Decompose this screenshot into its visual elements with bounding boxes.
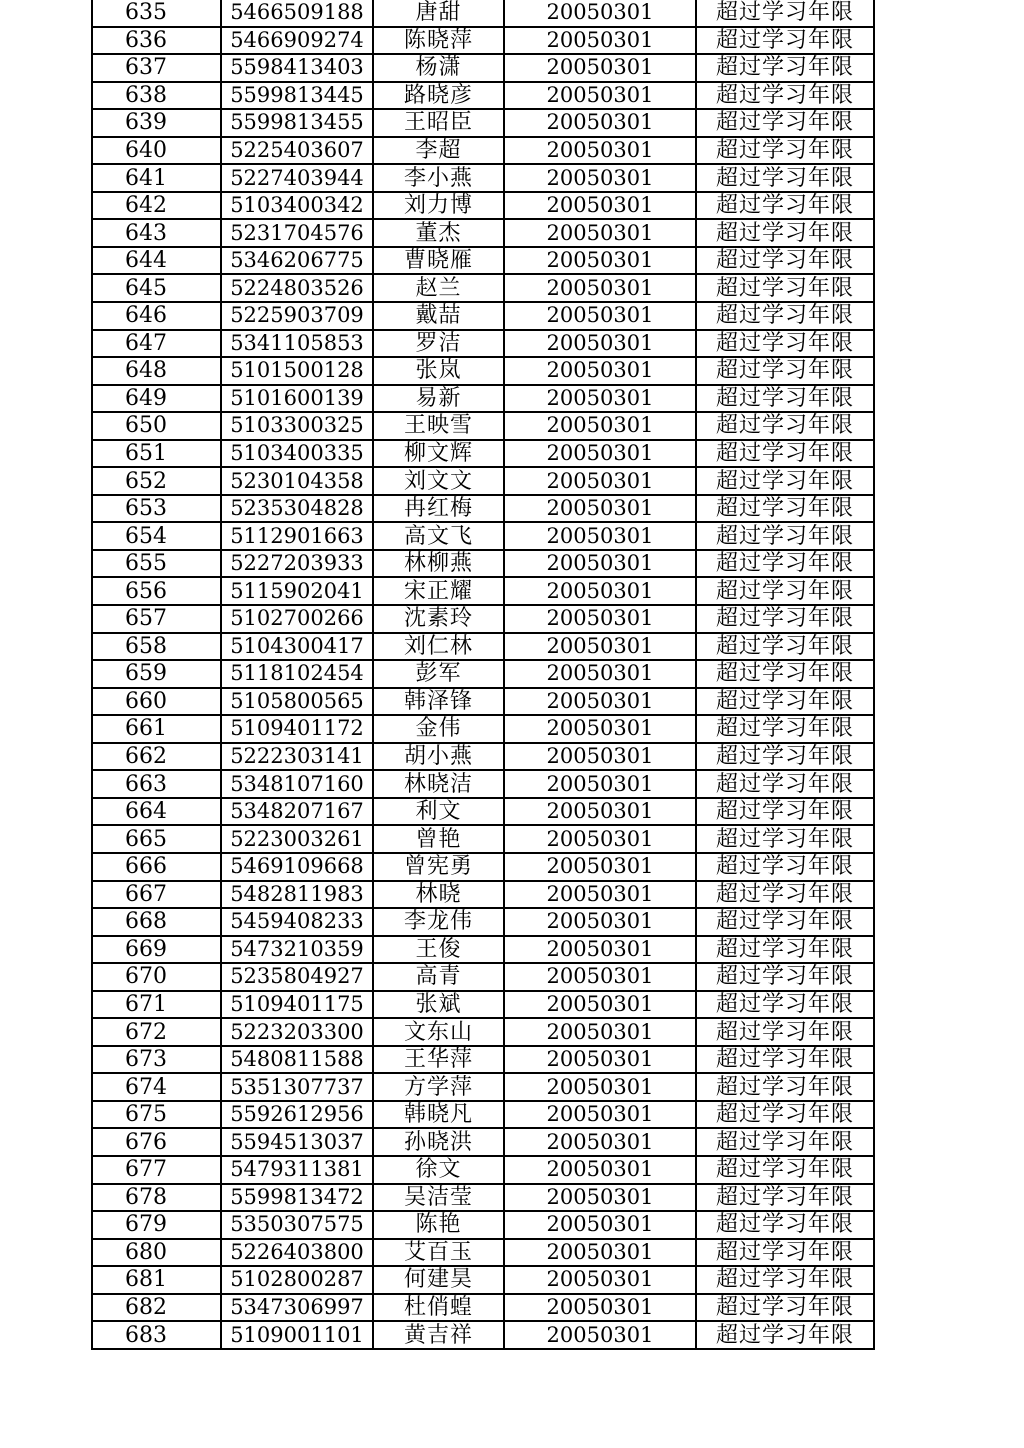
row-number-cell: 665 — [92, 825, 221, 853]
student-id-cell: 5105800565 — [221, 688, 373, 716]
table-row — [92, 412, 874, 440]
row-number-cell: 673 — [92, 1046, 221, 1074]
date-cell: 20050301 — [504, 660, 696, 688]
student-name-cell: 柳文辉 — [373, 440, 504, 468]
student-id-cell: 5599813455 — [221, 109, 373, 137]
row-number-cell: 677 — [92, 1156, 221, 1184]
student-name-cell: 董杰 — [373, 219, 504, 247]
date-cell: 20050301 — [504, 605, 696, 633]
student-name-cell: 赵兰 — [373, 274, 504, 302]
row-number-cell: 661 — [92, 715, 221, 743]
student-name-cell: 王映雪 — [373, 412, 504, 440]
table-row — [92, 54, 874, 82]
student-name-cell: 徐文 — [373, 1156, 504, 1184]
reason-cell: 超过学习年限 — [696, 330, 874, 358]
table-row — [92, 1073, 874, 1101]
reason-cell: 超过学习年限 — [696, 1184, 874, 1212]
row-number-cell: 664 — [92, 798, 221, 826]
student-id-cell: 5103400342 — [221, 192, 373, 220]
student-id-cell: 5351307737 — [221, 1073, 373, 1101]
table-row — [92, 1321, 874, 1349]
student-id-cell: 5346206775 — [221, 247, 373, 275]
table-row — [92, 1239, 874, 1267]
reason-cell: 超过学习年限 — [696, 495, 874, 523]
student-name-cell: 李龙伟 — [373, 908, 504, 936]
reason-cell: 超过学习年限 — [696, 137, 874, 165]
student-id-cell: 5350307575 — [221, 1211, 373, 1239]
date-cell: 20050301 — [504, 550, 696, 578]
table-row — [92, 825, 874, 853]
table-row — [92, 330, 874, 358]
date-cell: 20050301 — [504, 1128, 696, 1156]
reason-cell: 超过学习年限 — [696, 247, 874, 275]
student-id-cell: 5112901663 — [221, 522, 373, 550]
date-cell: 20050301 — [504, 853, 696, 881]
row-number-cell: 667 — [92, 881, 221, 909]
student-id-cell: 5224803526 — [221, 274, 373, 302]
row-number-cell: 647 — [92, 330, 221, 358]
date-cell: 20050301 — [504, 164, 696, 192]
table-row — [92, 936, 874, 964]
date-cell: 20050301 — [504, 715, 696, 743]
date-cell: 20050301 — [504, 1211, 696, 1239]
student-name-cell: 林柳燕 — [373, 550, 504, 578]
table-row — [92, 357, 874, 385]
student-id-cell: 5348207167 — [221, 798, 373, 826]
table-row — [92, 27, 874, 55]
date-cell: 20050301 — [504, 302, 696, 330]
student-name-cell: 刘力博 — [373, 192, 504, 220]
reason-cell: 超过学习年限 — [696, 274, 874, 302]
reason-cell: 超过学习年限 — [696, 1321, 874, 1349]
table-row — [92, 522, 874, 550]
table-row — [92, 798, 874, 826]
date-cell: 20050301 — [504, 1239, 696, 1267]
student-name-cell: 李小燕 — [373, 164, 504, 192]
reason-cell: 超过学习年限 — [696, 82, 874, 110]
reason-cell: 超过学习年限 — [696, 688, 874, 716]
row-number-cell: 666 — [92, 853, 221, 881]
student-id-cell: 5115902041 — [221, 577, 373, 605]
date-cell: 20050301 — [504, 798, 696, 826]
student-name-cell: 胡小燕 — [373, 743, 504, 771]
date-cell: 20050301 — [504, 1156, 696, 1184]
reason-cell: 超过学习年限 — [696, 1018, 874, 1046]
row-number-cell: 638 — [92, 82, 221, 110]
reason-cell: 超过学习年限 — [696, 1294, 874, 1322]
student-id-cell: 5479311381 — [221, 1156, 373, 1184]
row-number-cell: 675 — [92, 1101, 221, 1129]
table-row — [92, 853, 874, 881]
reason-cell: 超过学习年限 — [696, 743, 874, 771]
reason-cell: 超过学习年限 — [696, 0, 874, 27]
row-number-cell: 644 — [92, 247, 221, 275]
row-number-cell: 653 — [92, 495, 221, 523]
date-cell: 20050301 — [504, 0, 696, 27]
date-cell: 20050301 — [504, 357, 696, 385]
reason-cell: 超过学习年限 — [696, 440, 874, 468]
student-id-cell: 5101600139 — [221, 385, 373, 413]
date-cell: 20050301 — [504, 1266, 696, 1294]
student-id-cell: 5225903709 — [221, 302, 373, 330]
date-cell: 20050301 — [504, 82, 696, 110]
row-number-cell: 682 — [92, 1294, 221, 1322]
student-id-cell: 5226403800 — [221, 1239, 373, 1267]
reason-cell: 超过学习年限 — [696, 605, 874, 633]
reason-cell: 超过学习年限 — [696, 219, 874, 247]
row-number-cell: 635 — [92, 0, 221, 27]
student-id-cell: 5473210359 — [221, 936, 373, 964]
student-name-cell: 文东山 — [373, 1018, 504, 1046]
row-number-cell: 679 — [92, 1211, 221, 1239]
table-row — [92, 1211, 874, 1239]
table-row — [92, 164, 874, 192]
row-number-cell: 640 — [92, 137, 221, 165]
reason-cell: 超过学习年限 — [696, 164, 874, 192]
student-id-cell: 5225403607 — [221, 137, 373, 165]
table-row — [92, 1156, 874, 1184]
student-name-cell: 王俊 — [373, 936, 504, 964]
row-number-cell: 678 — [92, 1184, 221, 1212]
student-id-cell: 5223203300 — [221, 1018, 373, 1046]
student-name-cell: 李超 — [373, 137, 504, 165]
table-row — [92, 109, 874, 137]
reason-cell: 超过学习年限 — [696, 715, 874, 743]
date-cell: 20050301 — [504, 1046, 696, 1074]
date-cell: 20050301 — [504, 247, 696, 275]
student-name-cell: 陈艳 — [373, 1211, 504, 1239]
student-id-cell: 5235304828 — [221, 495, 373, 523]
row-number-cell: 650 — [92, 412, 221, 440]
row-number-cell: 648 — [92, 357, 221, 385]
student-name-cell: 易新 — [373, 385, 504, 413]
reason-cell: 超过学习年限 — [696, 825, 874, 853]
date-cell: 20050301 — [504, 1073, 696, 1101]
student-id-cell: 5231704576 — [221, 219, 373, 247]
student-id-cell: 5109401172 — [221, 715, 373, 743]
student-name-cell: 林晓洁 — [373, 770, 504, 798]
student-name-cell: 张斌 — [373, 991, 504, 1019]
student-name-cell: 唐甜 — [373, 0, 504, 27]
table-row — [92, 743, 874, 771]
table-row — [92, 302, 874, 330]
student-name-cell: 林晓 — [373, 881, 504, 909]
student-name-cell: 高文飞 — [373, 522, 504, 550]
date-cell: 20050301 — [504, 467, 696, 495]
reason-cell: 超过学习年限 — [696, 54, 874, 82]
date-cell: 20050301 — [504, 688, 696, 716]
table-row — [92, 1266, 874, 1294]
row-number-cell: 657 — [92, 605, 221, 633]
student-name-cell: 彭军 — [373, 660, 504, 688]
date-cell: 20050301 — [504, 1018, 696, 1046]
student-id-cell: 5101500128 — [221, 357, 373, 385]
date-cell: 20050301 — [504, 908, 696, 936]
table-row — [92, 605, 874, 633]
row-number-cell: 681 — [92, 1266, 221, 1294]
date-cell: 20050301 — [504, 440, 696, 468]
table-row — [92, 908, 874, 936]
table-row — [92, 991, 874, 1019]
student-id-cell: 5348107160 — [221, 770, 373, 798]
student-name-cell: 杜俏蝗 — [373, 1294, 504, 1322]
row-number-cell: 655 — [92, 550, 221, 578]
date-cell: 20050301 — [504, 991, 696, 1019]
row-number-cell: 668 — [92, 908, 221, 936]
row-number-cell: 637 — [92, 54, 221, 82]
table-row — [92, 1184, 874, 1212]
student-name-cell: 陈晓萍 — [373, 27, 504, 55]
student-id-cell: 5109001101 — [221, 1321, 373, 1349]
student-id-cell: 5469109668 — [221, 853, 373, 881]
reason-cell: 超过学习年限 — [696, 577, 874, 605]
student-name-cell: 戴喆 — [373, 302, 504, 330]
student-name-cell: 罗洁 — [373, 330, 504, 358]
table-row — [92, 963, 874, 991]
row-number-cell: 656 — [92, 577, 221, 605]
student-id-cell: 5223003261 — [221, 825, 373, 853]
row-number-cell: 642 — [92, 192, 221, 220]
student-name-cell: 曾艳 — [373, 825, 504, 853]
date-cell: 20050301 — [504, 1294, 696, 1322]
student-name-cell: 利文 — [373, 798, 504, 826]
student-name-cell: 刘文文 — [373, 467, 504, 495]
reason-cell: 超过学习年限 — [696, 302, 874, 330]
date-cell: 20050301 — [504, 963, 696, 991]
student-name-cell: 冉红梅 — [373, 495, 504, 523]
student-name-cell: 曾宪勇 — [373, 853, 504, 881]
row-number-cell: 636 — [92, 27, 221, 55]
table-row — [92, 550, 874, 578]
reason-cell: 超过学习年限 — [696, 357, 874, 385]
row-number-cell: 660 — [92, 688, 221, 716]
date-cell: 20050301 — [504, 522, 696, 550]
reason-cell: 超过学习年限 — [696, 192, 874, 220]
row-number-cell: 674 — [92, 1073, 221, 1101]
reason-cell: 超过学习年限 — [696, 991, 874, 1019]
row-number-cell: 643 — [92, 219, 221, 247]
student-name-cell: 王昭臣 — [373, 109, 504, 137]
table-row — [92, 0, 874, 27]
reason-cell: 超过学习年限 — [696, 467, 874, 495]
date-cell: 20050301 — [504, 1184, 696, 1212]
row-number-cell: 646 — [92, 302, 221, 330]
student-id-cell: 5466909274 — [221, 27, 373, 55]
reason-cell: 超过学习年限 — [696, 963, 874, 991]
row-number-cell: 683 — [92, 1321, 221, 1349]
date-cell: 20050301 — [504, 412, 696, 440]
date-cell: 20050301 — [504, 825, 696, 853]
reason-cell: 超过学习年限 — [696, 522, 874, 550]
reason-cell: 超过学习年限 — [696, 798, 874, 826]
table-row — [92, 192, 874, 220]
table-row — [92, 881, 874, 909]
student-id-cell: 5599813472 — [221, 1184, 373, 1212]
student-name-cell: 吴洁莹 — [373, 1184, 504, 1212]
student-id-cell: 5594513037 — [221, 1128, 373, 1156]
table-row — [92, 1294, 874, 1322]
reason-cell: 超过学习年限 — [696, 936, 874, 964]
date-cell: 20050301 — [504, 27, 696, 55]
student-name-cell: 王华萍 — [373, 1046, 504, 1074]
student-name-cell: 刘仁林 — [373, 633, 504, 661]
row-number-cell: 676 — [92, 1128, 221, 1156]
table-row — [92, 495, 874, 523]
date-cell: 20050301 — [504, 137, 696, 165]
reason-cell: 超过学习年限 — [696, 1266, 874, 1294]
student-id-cell: 5341105853 — [221, 330, 373, 358]
table-row — [92, 82, 874, 110]
date-cell: 20050301 — [504, 881, 696, 909]
row-number-cell: 669 — [92, 936, 221, 964]
row-number-cell: 652 — [92, 467, 221, 495]
row-number-cell: 649 — [92, 385, 221, 413]
student-name-cell: 黄吉祥 — [373, 1321, 504, 1349]
row-number-cell: 672 — [92, 1018, 221, 1046]
date-cell: 20050301 — [504, 743, 696, 771]
row-number-cell: 662 — [92, 743, 221, 771]
reason-cell: 超过学习年限 — [696, 385, 874, 413]
date-cell: 20050301 — [504, 109, 696, 137]
student-id-cell: 5109401175 — [221, 991, 373, 1019]
table-body — [92, 0, 874, 1349]
student-id-cell: 5222303141 — [221, 743, 373, 771]
reason-cell: 超过学习年限 — [696, 660, 874, 688]
row-number-cell: 645 — [92, 274, 221, 302]
date-cell: 20050301 — [504, 274, 696, 302]
row-number-cell: 659 — [92, 660, 221, 688]
student-id-cell: 5230104358 — [221, 467, 373, 495]
table-row — [92, 577, 874, 605]
date-cell: 20050301 — [504, 936, 696, 964]
table-row — [92, 633, 874, 661]
row-number-cell: 651 — [92, 440, 221, 468]
row-number-cell: 639 — [92, 109, 221, 137]
student-name-cell: 孙晓洪 — [373, 1128, 504, 1156]
student-name-cell: 韩泽锋 — [373, 688, 504, 716]
row-number-cell: 670 — [92, 963, 221, 991]
row-number-cell: 680 — [92, 1239, 221, 1267]
student-id-cell: 5104300417 — [221, 633, 373, 661]
student-id-cell: 5482811983 — [221, 881, 373, 909]
student-name-cell: 艾百玉 — [373, 1239, 504, 1267]
student-id-cell: 5466509188 — [221, 0, 373, 27]
table-row — [92, 385, 874, 413]
student-id-cell: 5592612956 — [221, 1101, 373, 1129]
reason-cell: 超过学习年限 — [696, 1128, 874, 1156]
student-name-cell: 何建昊 — [373, 1266, 504, 1294]
table-row — [92, 247, 874, 275]
student-name-cell: 曹晓雁 — [373, 247, 504, 275]
reason-cell: 超过学习年限 — [696, 27, 874, 55]
table-row — [92, 715, 874, 743]
date-cell: 20050301 — [504, 633, 696, 661]
student-name-cell: 金伟 — [373, 715, 504, 743]
student-id-cell: 5599813445 — [221, 82, 373, 110]
reason-cell: 超过学习年限 — [696, 412, 874, 440]
student-id-cell: 5227203933 — [221, 550, 373, 578]
student-id-cell: 5598413403 — [221, 54, 373, 82]
student-id-cell: 5480811588 — [221, 1046, 373, 1074]
reason-cell: 超过学习年限 — [696, 908, 874, 936]
student-name-cell: 杨潇 — [373, 54, 504, 82]
student-id-cell: 5103300325 — [221, 412, 373, 440]
student-name-cell: 张岚 — [373, 357, 504, 385]
date-cell: 20050301 — [504, 770, 696, 798]
student-name-cell: 方学萍 — [373, 1073, 504, 1101]
student-id-cell: 5118102454 — [221, 660, 373, 688]
date-cell: 20050301 — [504, 54, 696, 82]
reason-cell: 超过学习年限 — [696, 1101, 874, 1129]
student-id-cell: 5102700266 — [221, 605, 373, 633]
table-row — [92, 467, 874, 495]
student-id-cell: 5102800287 — [221, 1266, 373, 1294]
reason-cell: 超过学习年限 — [696, 1073, 874, 1101]
date-cell: 20050301 — [504, 330, 696, 358]
student-name-cell: 宋正耀 — [373, 577, 504, 605]
student-id-cell: 5347306997 — [221, 1294, 373, 1322]
reason-cell: 超过学习年限 — [696, 770, 874, 798]
table-row — [92, 1101, 874, 1129]
row-number-cell: 663 — [92, 770, 221, 798]
student-name-cell: 沈素玲 — [373, 605, 504, 633]
student-id-cell: 5459408233 — [221, 908, 373, 936]
reason-cell: 超过学习年限 — [696, 881, 874, 909]
table-row — [92, 660, 874, 688]
table-row — [92, 1128, 874, 1156]
reason-cell: 超过学习年限 — [696, 1239, 874, 1267]
reason-cell: 超过学习年限 — [696, 550, 874, 578]
table-row — [92, 274, 874, 302]
reason-cell: 超过学习年限 — [696, 109, 874, 137]
row-number-cell: 641 — [92, 164, 221, 192]
student-name-cell: 韩晓凡 — [373, 1101, 504, 1129]
date-cell: 20050301 — [504, 577, 696, 605]
student-id-cell: 5103400335 — [221, 440, 373, 468]
date-cell: 20050301 — [504, 1321, 696, 1349]
student-name-cell: 高青 — [373, 963, 504, 991]
table-row — [92, 1018, 874, 1046]
table-row — [92, 688, 874, 716]
table-row — [92, 440, 874, 468]
student-record-table — [91, 0, 875, 1350]
table-row — [92, 219, 874, 247]
student-id-cell: 5235804927 — [221, 963, 373, 991]
reason-cell: 超过学习年限 — [696, 1046, 874, 1074]
date-cell: 20050301 — [504, 192, 696, 220]
table-row — [92, 137, 874, 165]
student-id-cell: 5227403944 — [221, 164, 373, 192]
reason-cell: 超过学习年限 — [696, 1211, 874, 1239]
reason-cell: 超过学习年限 — [696, 853, 874, 881]
date-cell: 20050301 — [504, 495, 696, 523]
date-cell: 20050301 — [504, 385, 696, 413]
table-row — [92, 770, 874, 798]
reason-cell: 超过学习年限 — [696, 633, 874, 661]
student-name-cell: 路晓彦 — [373, 82, 504, 110]
date-cell: 20050301 — [504, 1101, 696, 1129]
date-cell: 20050301 — [504, 219, 696, 247]
table-row — [92, 1046, 874, 1074]
row-number-cell: 658 — [92, 633, 221, 661]
row-number-cell: 671 — [92, 991, 221, 1019]
row-number-cell: 654 — [92, 522, 221, 550]
reason-cell: 超过学习年限 — [696, 1156, 874, 1184]
